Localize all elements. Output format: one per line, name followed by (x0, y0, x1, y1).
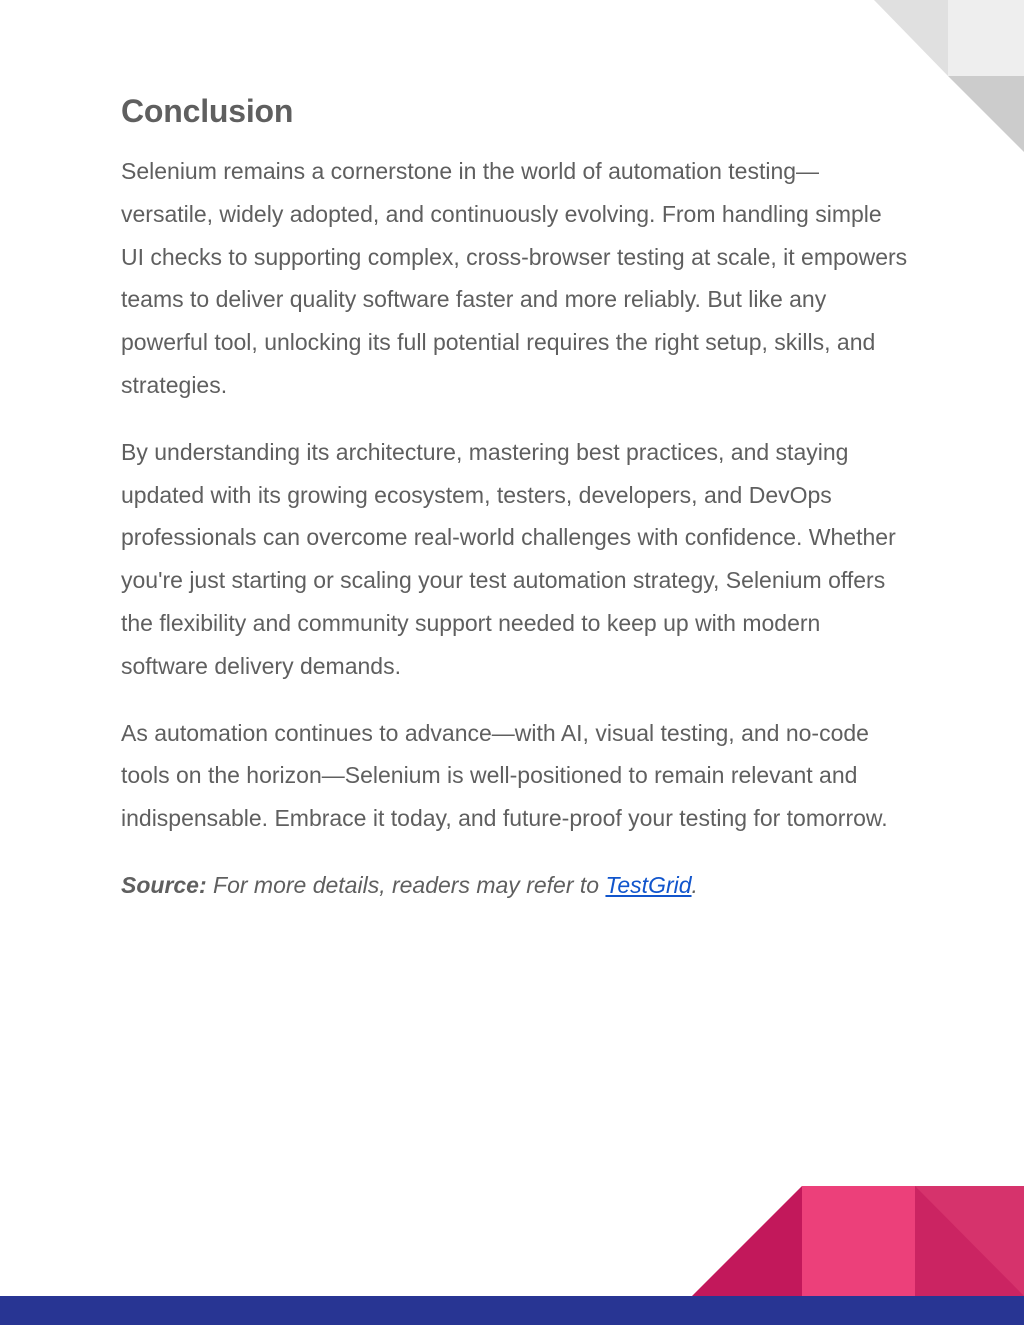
source-text: For more details, readers may refer to (206, 871, 606, 898)
footer-bar (0, 1296, 1024, 1325)
document-body (121, 88, 911, 907)
pink-shape-left (692, 1186, 802, 1296)
section-heading: Conclusion (121, 93, 294, 129)
paragraph-2: By understanding its architecture, mastering best practices, and staying updated with its growing ecosystem, testers, developers, and DevOps professionals can overcome real-world challenges with confidence. Whether you're just starting or scaling your test automation strategy, Selenium offers the flexibility and community support needed to keep up with modern software delivery demands. (121, 438, 896, 679)
corner-shape-mid (874, 0, 948, 76)
pink-shape-center (802, 1186, 915, 1296)
corner-shape-dark (948, 76, 1024, 152)
source-line (121, 864, 911, 907)
paragraph-1: Selenium remains a cornerstone in the world of automation testing—versatile, widely adopted, and continuously evolving. From handling simple UI checks to supporting complex, cross-browser testing at scale, it empowers teams to deliver quality software faster and more reliably. But like any powerful tool, unlocking its full potential requires the right setup, skills, and strategies. (121, 158, 908, 398)
corner-shape-light (948, 0, 1024, 76)
pink-shape-right-fold (915, 1186, 1024, 1296)
testgrid-link[interactable]: TestGrid (605, 871, 692, 898)
paragraph-3: As automation continues to advance—with AI, visual testing, and no-code tools on the horizon—Selenium is well-positioned to remain relevant and indispensable. Embrace it today, and future-proof your testing for tomorrow. (121, 719, 888, 832)
pink-shape-right (915, 1186, 1024, 1296)
source-suffix: . (691, 871, 698, 898)
source-label: Source: (121, 871, 207, 898)
